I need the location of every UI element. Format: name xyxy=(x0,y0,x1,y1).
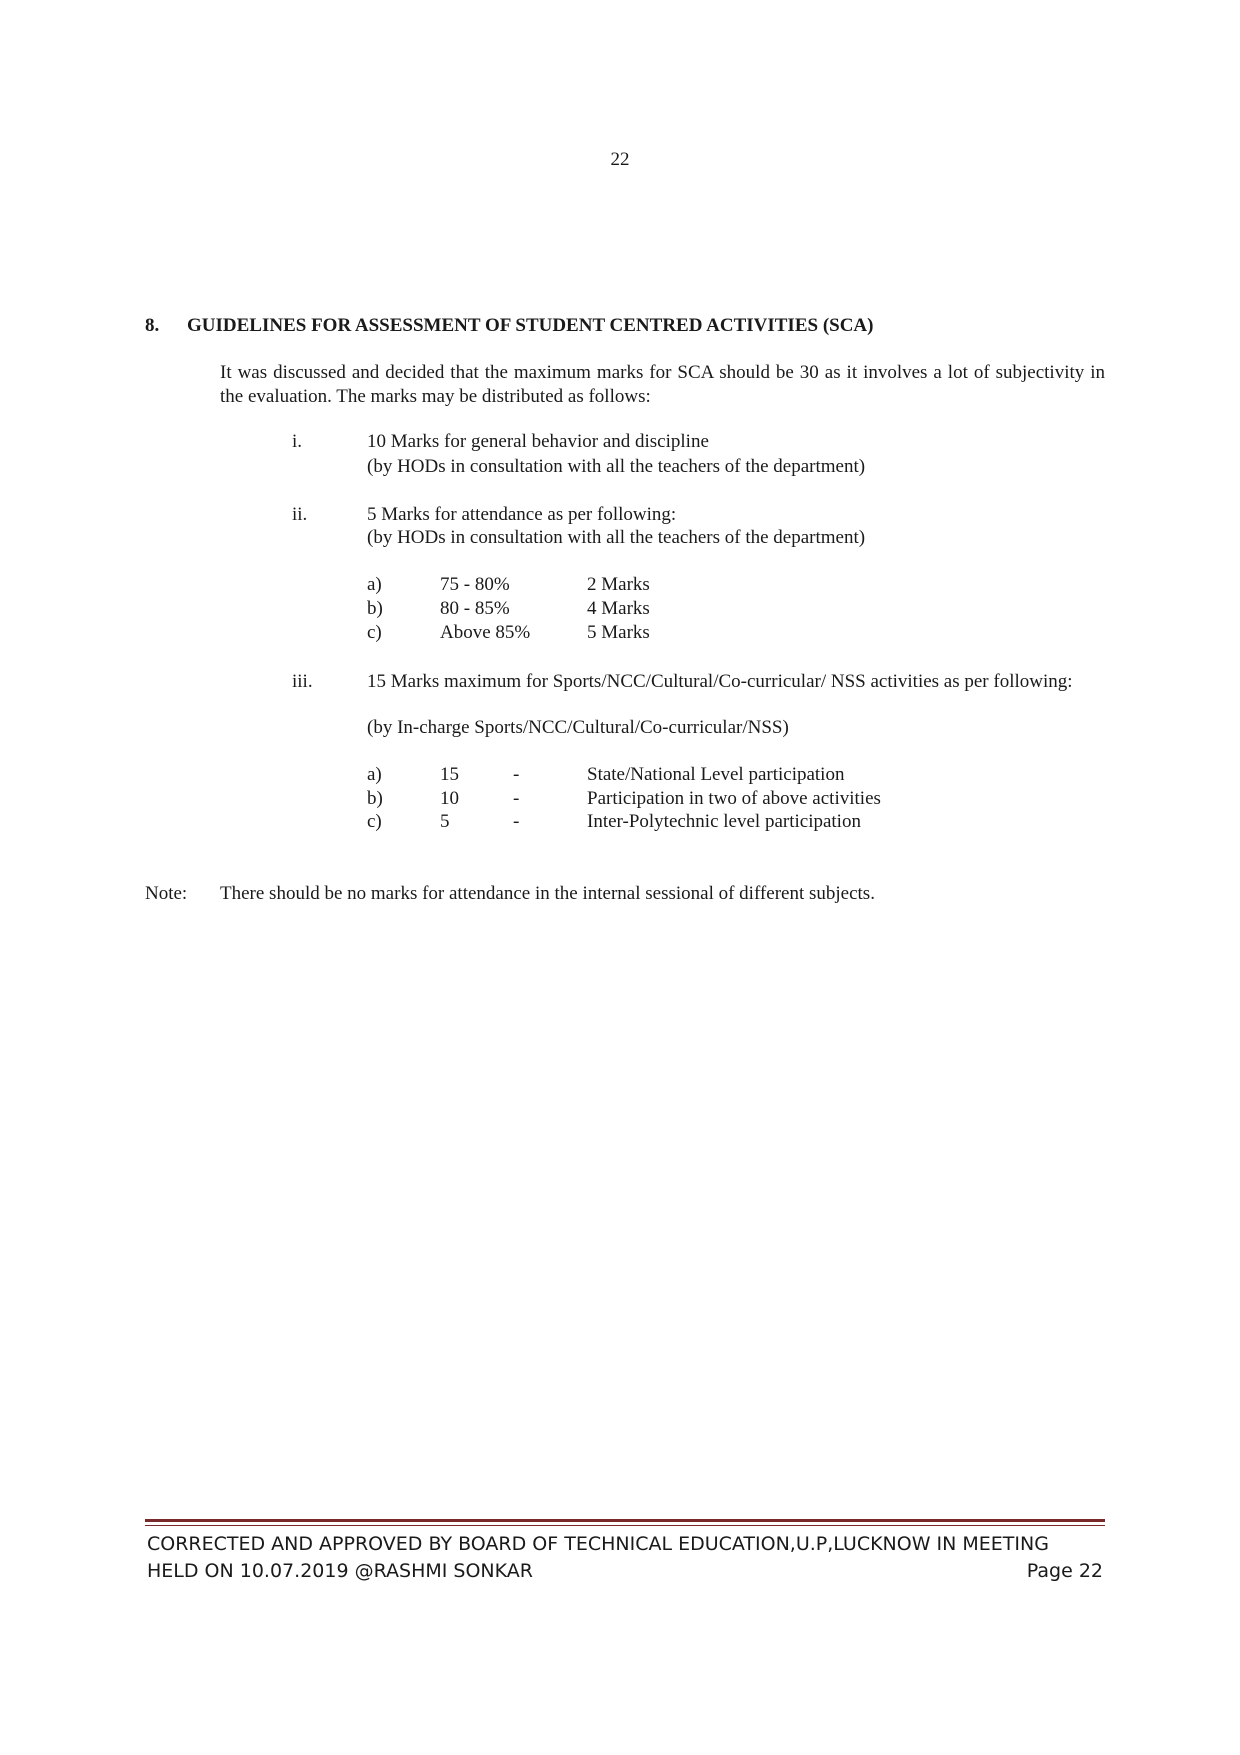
activity-row-dash: - xyxy=(513,811,520,832)
section-number: 8. xyxy=(145,315,160,336)
attendance-row-marks: 4 Marks xyxy=(587,598,650,619)
activity-row-label: a) xyxy=(367,764,382,785)
item-iii-roman: iii. xyxy=(292,671,313,692)
item-ii-line2: (by HODs in consultation with all the teachers of the department) xyxy=(367,527,866,548)
activity-row-desc: Inter-Polytechnic level participation xyxy=(587,811,861,832)
activity-row-dash: - xyxy=(513,764,520,785)
attendance-row-range: 75 - 80% xyxy=(440,574,510,595)
activity-row-marks: 10 xyxy=(440,788,459,809)
activity-row-desc: Participation in two of above activities xyxy=(587,788,881,809)
page-number-top: 22 xyxy=(610,149,630,170)
activity-row-marks: 5 xyxy=(440,811,450,832)
item-i-roman: i. xyxy=(292,431,303,452)
item-ii-roman: ii. xyxy=(292,504,308,525)
item-ii-line1: 5 Marks for attendance as per following: xyxy=(367,504,677,525)
item-i-line2: (by HODs in consultation with all the teachers of the department) xyxy=(367,456,866,477)
attendance-row-range: Above 85% xyxy=(440,622,531,643)
footer-rule-thin xyxy=(145,1525,1105,1526)
activity-row-desc: State/National Level participation xyxy=(587,764,845,785)
activity-row-label: c) xyxy=(367,811,382,832)
footer-rule-thick xyxy=(145,1519,1105,1522)
footer-text-line2: HELD ON 10.07.2019 @RASHMI SONKAR xyxy=(147,1560,533,1582)
note-label: Note: xyxy=(145,883,188,904)
attendance-row-label: c) xyxy=(367,622,382,643)
section-title: GUIDELINES FOR ASSESSMENT OF STUDENT CENTRED ACTIVITIES (SCA) xyxy=(187,315,874,336)
attendance-row-marks: 2 Marks xyxy=(587,574,650,595)
note-text: There should be no marks for attendance in the internal sessional of different subjects. xyxy=(220,883,875,904)
activity-row-label: b) xyxy=(367,788,383,809)
attendance-row-label: b) xyxy=(367,598,383,619)
footer-page-label: Page 22 xyxy=(1026,1560,1103,1582)
footer-text-line1: CORRECTED AND APPROVED BY BOARD OF TECHNICAL EDUCATION,U.P,LUCKNOW IN MEETING xyxy=(147,1533,1049,1555)
attendance-row-range: 80 - 85% xyxy=(440,598,510,619)
activity-row-marks: 15 xyxy=(440,764,459,785)
section-intro: It was discussed and decided that the maximum marks for SCA should be 30 as it involves a lot of subjectivity in the evaluation. The marks may be distributed as follows: xyxy=(220,362,1105,407)
attendance-row-marks: 5 Marks xyxy=(587,622,650,643)
item-iii-line2: (by In-charge Sports/NCC/Cultural/Co-curricular/NSS) xyxy=(367,717,789,738)
item-i-line1: 10 Marks for general behavior and discipline xyxy=(367,431,709,452)
attendance-row-label: a) xyxy=(367,574,382,595)
item-iii-line1: 15 Marks maximum for Sports/NCC/Cultural/Co-curricular/ NSS activities as per following: xyxy=(367,671,1073,692)
activity-row-dash: - xyxy=(513,788,520,809)
